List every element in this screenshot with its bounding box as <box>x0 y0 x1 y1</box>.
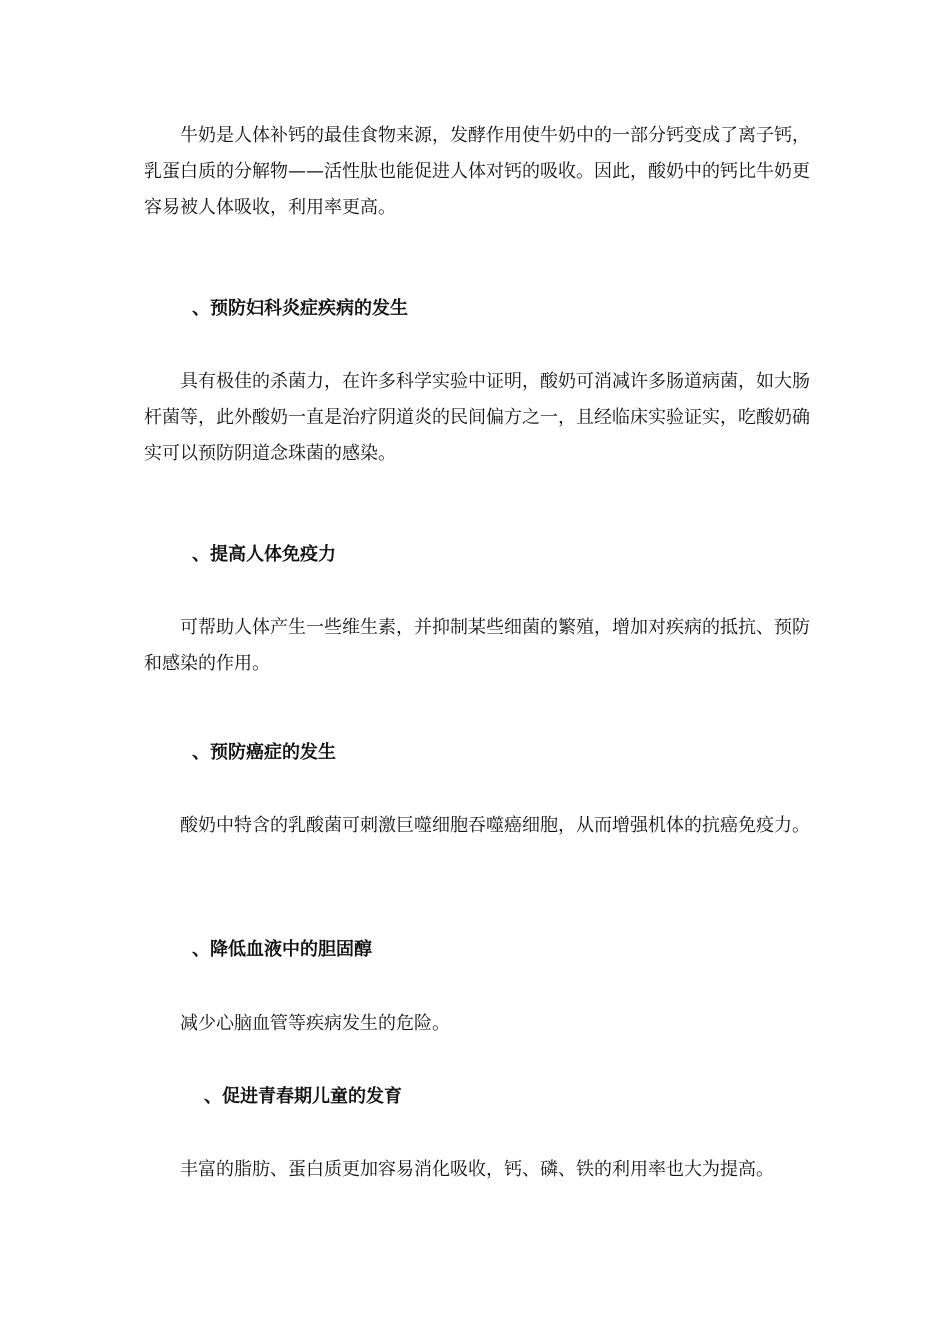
paragraph-cancer: 酸奶中特含的乳酸菌可刺激巨噬细胞吞噬癌细胞，从而增强机体的抗癌免疫力。 <box>180 815 810 836</box>
heading-adolescent: 、促进青春期儿童的发育 <box>204 1086 402 1107</box>
heading-cancer: 、预防癌症的发生 <box>192 742 336 763</box>
paragraph-cholesterol: 减少心脑血管等疾病发生的危险。 <box>180 1013 450 1034</box>
heading-gynecological: 、预防妇科炎症疾病的发生 <box>192 298 408 319</box>
heading-immunity: 、提高人体免疫力 <box>192 544 336 565</box>
paragraph-immunity: 可帮助人体产生一些维生素，并抑制某些细菌的繁殖，增加对疾病的抵抗、预防和感染的作用。 <box>144 617 810 674</box>
paragraph-adolescent: 丰富的脂肪、蛋白质更加容易消化吸收，钙、磷、铁的利用率也大为提高。 <box>180 1159 774 1180</box>
paragraph-calcium: 牛奶是人体补钙的最佳食物来源，发酵作用使牛奶中的一部分钙变成了离子钙，乳蛋白质的分解物——活性肽也能促进人体对钙的吸收。因此，酸奶中的钙比牛奶更容易被人体吸收，利用率更高。 <box>144 125 810 218</box>
heading-cholesterol: 、降低血液中的胆固醇 <box>192 939 372 960</box>
paragraph-gynecological: 具有极佳的杀菌力，在许多科学实验中证明，酸奶可消减许多肠道病菌，如大肠杆菌等，此外酸奶一直是治疗阴道炎的民间偏方之一，且经临床实验证实，吃酸奶确实可以预防阴道念珠菌的感染。 <box>144 371 810 464</box>
